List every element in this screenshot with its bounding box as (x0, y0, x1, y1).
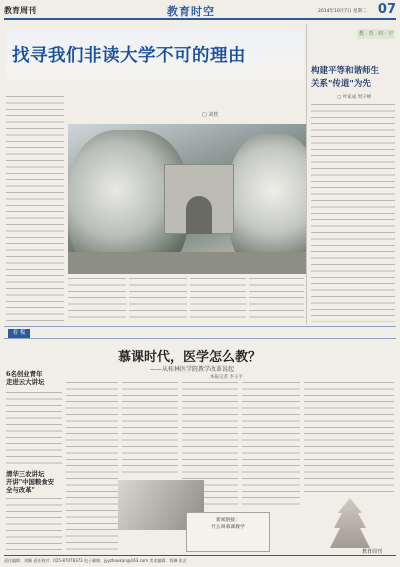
section-band (4, 326, 396, 339)
side-article-2-headline: 清华三农讲坛 开讲"中国粮食安 全与改革" (6, 470, 55, 494)
mooc-subtitle: ——从桂林医学院教学改革说起 (150, 366, 235, 373)
page-footer (4, 555, 396, 565)
right-byline: □ 叶家成 周守峰 (337, 95, 372, 100)
mooc-text-column-5 (304, 382, 394, 494)
brand-mark: 教育周刊 (362, 549, 383, 555)
mooc-text-column-1 (66, 382, 118, 552)
issue-date: 2014年10月7日 星期二 (318, 9, 367, 14)
campus-photo-icon (68, 124, 306, 274)
lead-text-column-5 (249, 278, 304, 322)
page-number: 07 (377, 2, 396, 17)
section-title: 教育时空 (167, 5, 215, 18)
column-tag: 教 · 育 · 时 · 空 (358, 31, 394, 37)
lead-title-banner (6, 30, 304, 80)
lead-text-column-2 (68, 278, 126, 322)
page-header (4, 2, 396, 20)
band-label: 看 板 (8, 329, 30, 338)
right-headline-line2: 关系"传道"为先 (311, 79, 371, 89)
lead-article (6, 24, 304, 324)
side-article-1-text (6, 392, 62, 466)
mooc-text-column-2 (122, 382, 178, 476)
mooc-byline: 本报记者 李玉平 (210, 375, 243, 380)
mooc-news-link-box (186, 512, 270, 552)
lead-headline: 找寻我们非读大学不可的理由 (12, 46, 246, 66)
pagoda-illustration-icon (330, 498, 370, 548)
mooc-text-column-4 (242, 382, 300, 508)
side-article-2-text (6, 498, 62, 552)
mooc-box-heading: 新闻链接： 什么叫慕课教学 (211, 518, 245, 530)
right-top-article (306, 24, 396, 324)
side-article-2-title (6, 470, 54, 494)
lead-text-column-3 (129, 278, 187, 322)
right-headline-line1: 构建平等和谐师生 (311, 66, 380, 76)
paper-name: 教育周刊 (4, 6, 36, 15)
lead-text-column-4 (190, 278, 246, 322)
right-text-column (311, 104, 395, 322)
lead-text-column-1 (6, 96, 64, 322)
side-article-1-title (6, 370, 44, 386)
footer-credits: 责任编辑：刘颖 责任校对：025-87078373 电子邮箱：jyyzhoukan@163.com 美术编辑：钱琳 张艺 (4, 558, 187, 563)
side-article-1-headline: 6名创业青年 走进云大讲坛 (6, 370, 45, 386)
mooc-headline: 慕课时代，医学怎么教？ (118, 350, 262, 365)
lead-byline: □ 刘枕 (202, 112, 219, 118)
